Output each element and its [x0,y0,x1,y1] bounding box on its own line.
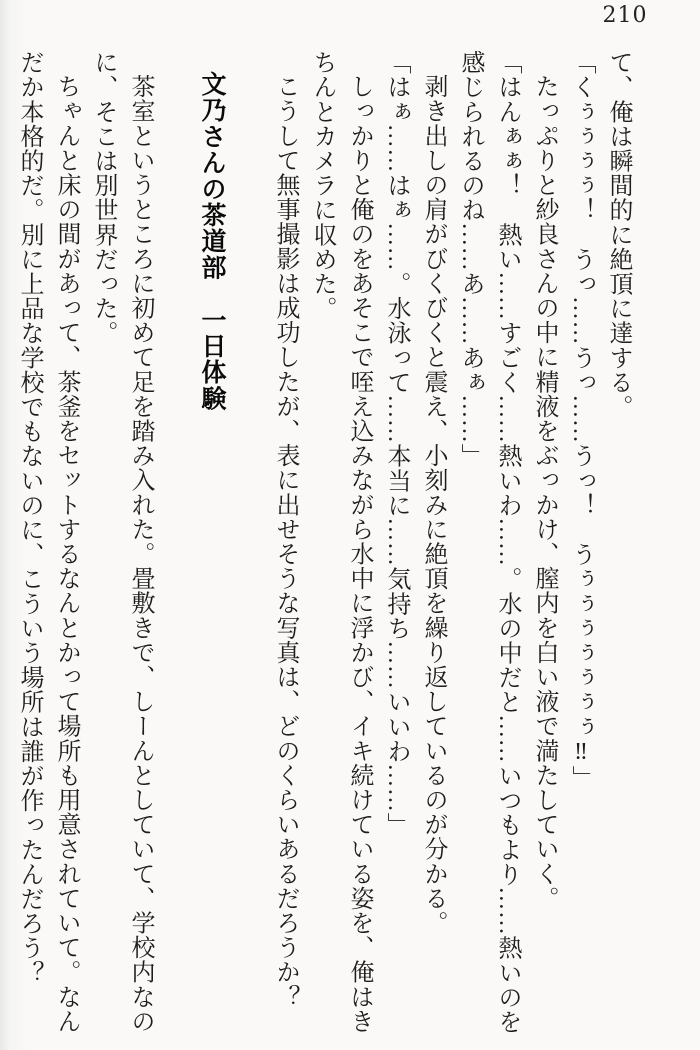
text-line: しっかりと俺のをあそこで咥え込みながら水中に浮かび、イキ続けている姿を、俺はき [346,74,372,1034]
page-number: 210 [602,3,648,28]
text-area [4,50,636,1046]
text-line: ちゃんと床の間があって、茶釜をセットするなんとかって場所も用意されていて。なん [53,74,79,1034]
text-line: 「くぅぅぅぅ！ うっ……うっ……うっ！ うぅぅぅぅぅぅぅ‼」 [568,50,594,790]
text-line: に、そこは別世界だった。 [90,50,116,346]
section-heading: 文乃さんの茶道部 一日体験 [198,71,226,412]
text-line: 剥き出しの肩がびくびくと震え、小刻みに絶頂を繰り返しているのが分かる。 [420,74,446,935]
text-line: 「はんぁぁ！ 熱い……すごく……熱いわ……。水の中だと……いつもより……熱いのを [494,50,520,1034]
text-line: たっぷりと紗良さんの中に精液をぶっかけ、膣内を白い液で満たしていく。 [531,74,557,911]
text-line: ちんとカメラに収めた。 [309,50,335,321]
text-line: 茶室というところに初めて足を踏み入れた。畳敷きで、しーんとしていて、学校内なの [127,74,153,1034]
text-line: 「はぁ……はぁ……。水泳って……本当に……気持ち……いいわ……」 [383,50,409,838]
text-line: だか本格的だ。別に上品な学校でもないのに、こういう場所は誰が作ったんだろう？ [16,50,42,985]
text-line: て、俺は瞬間的に絶頂に達する。 [605,50,631,419]
text-line: こうして無事撮影は成功したが、表に出せそうな写真は、どのくらいあるだろうか？ [272,74,298,1009]
text-line: 感じられるのね……あ……あぁ……」 [457,50,483,469]
